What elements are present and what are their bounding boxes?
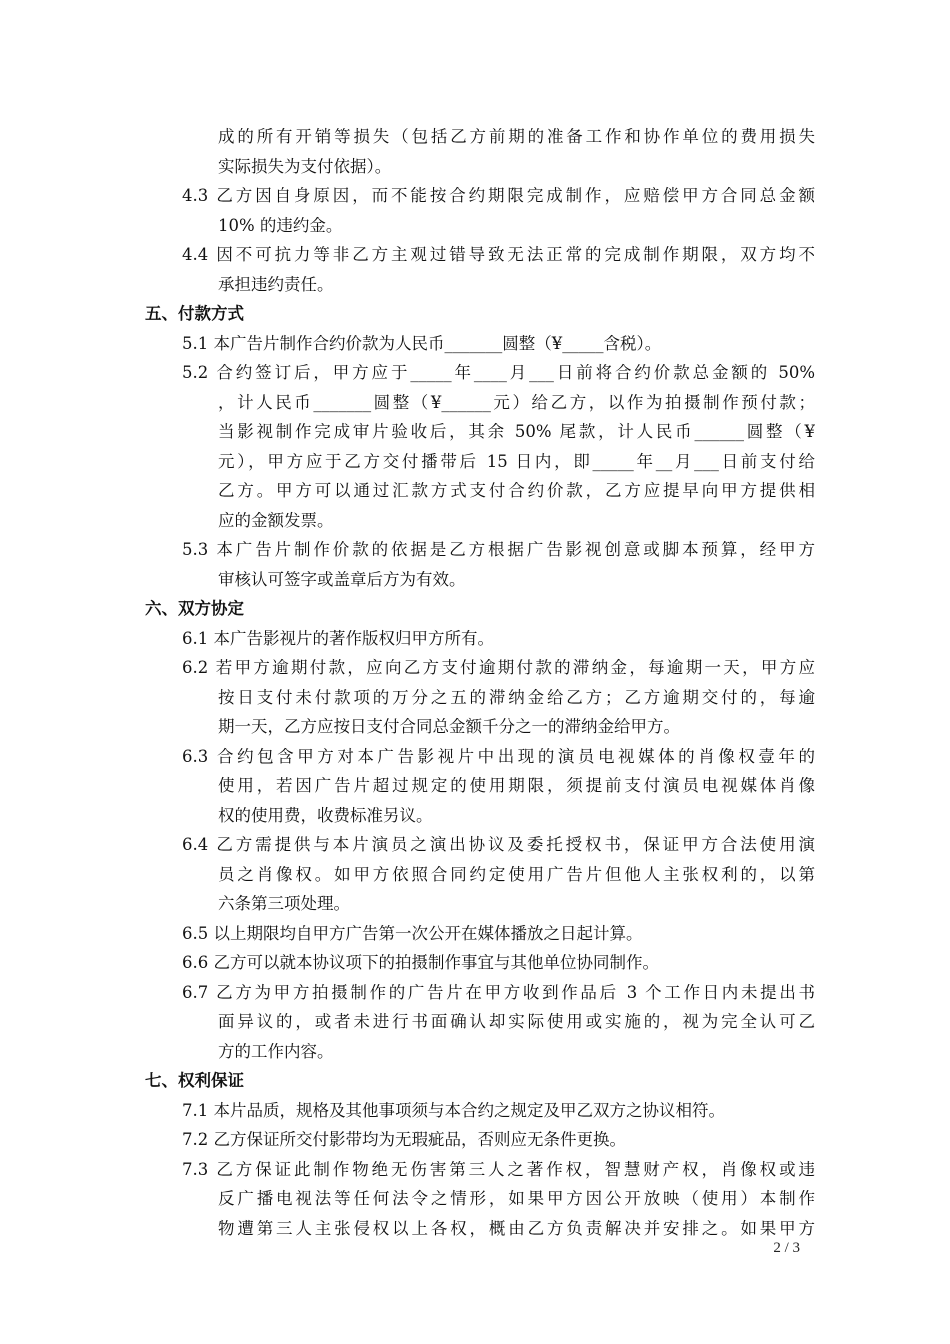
clause-line: 7.1 本片品质，规格及其他事项须与本合约之规定及甲乙双方之协议相符。: [182, 1100, 725, 1120]
clause-continuation-line: ，计人民币_______圆整（¥______元）给乙方，以作为拍摄制作预付款；: [218, 392, 815, 412]
clause-line: 6.3 合约包含甲方对本广告影视片中出现的演员电视媒体的肖像权壹年的: [182, 746, 815, 766]
clause-line: 6.7 乙方为甲方拍摄制作的广告片在甲方收到作品后 3 个工作日内未提出书: [182, 982, 815, 1002]
clause-continuation-line: 审核认可签字或盖章后方为有效。: [218, 569, 466, 589]
clause-line: 4.3 乙方因自身原因，而不能按合约期限完成制作，应赔偿甲方合同总金额: [182, 186, 815, 205]
clause-line: 6.2 若甲方逾期付款，应向乙方支付逾期付款的滞纳金，每逾期一天，甲方应: [182, 658, 815, 677]
clause-continuation-line: 按日支付未付款项的万分之五的滞纳金给乙方；乙方逾期交付的，每逾: [218, 687, 815, 707]
section-heading: 六、双方协定: [145, 599, 244, 618]
clause-continuation-line: 当影视制作完成审片验收后，其余 50% 尾款，计人民币______圆整（¥: [218, 422, 815, 441]
clause-continuation-line: 使用，若因广告片超过规定的使用期限，须提前支付演员电视媒体肖像: [218, 776, 815, 795]
clause-continuation-line: 员之肖像权。如甲方依照合同约定使用广告片但他人主张权利的，以第: [218, 864, 815, 884]
clause-line: 7.2 乙方保证所交付影带均为无瑕疵品，否则应无条件更换。: [182, 1130, 626, 1149]
clause-line: 4.4 因不可抗力等非乙方主观过错导致无法正常的完成制作期限，双方均不: [182, 245, 815, 264]
clause-continuation-line: 乙方。甲方可以通过汇款方式支付合约价款，乙方应提早向甲方提供相: [218, 481, 815, 500]
clause-line: 5.3 本广告片制作价款的依据是乙方根据广告影视创意或脚本预算，经甲方: [182, 540, 815, 559]
clause-line: 6.1 本广告影视片的著作版权归甲方所有。: [182, 628, 494, 648]
clause-continuation-line: 实际损失为支付依据）。: [218, 156, 392, 176]
clause-continuation-line: 承担违约责任。: [218, 274, 334, 294]
clause-line: 5.1 本广告片制作合约价款为人民币_______圆整（¥_____含税）。: [182, 333, 662, 353]
clause-line: 7.3 乙方保证此制作物绝无伤害第三人之著作权，智慧财产权，肖像权或违: [182, 1159, 815, 1179]
clause-continuation-line: 方的工作内容。: [218, 1041, 334, 1061]
clause-line: 6.6 乙方可以就本协议项下的拍摄制作事宜与其他单位协同制作。: [182, 953, 659, 972]
clause-continuation-line: 权的使用费，收费标准另议。: [218, 805, 433, 825]
document-body: [145, 122, 815, 1243]
clause-continuation-line: 10% 的违约金。: [218, 215, 343, 235]
clause-continuation-line: 物遭第三人主张侵权以上各权，概由乙方负责解决并安排之。如果甲方: [218, 1218, 815, 1238]
section-heading: 五、付款方式: [145, 304, 244, 323]
section-heading: 七、权利保证: [145, 1071, 244, 1090]
clause-continuation-line: 期一天，乙方应按日支付合同总金额千分之一的滞纳金给甲方。: [218, 717, 680, 736]
clause-continuation-line: 六条第三项处理。: [218, 894, 350, 913]
clause-continuation-line: 元），甲方应于乙方交付播带后 15 日内，即_____年__月___日前支付给: [218, 451, 815, 471]
clause-continuation-line: 应的金额发票。: [218, 510, 334, 530]
clause-continuation-line: 反广播电视法等任何法令之情形，如果甲方因公开放映（使用）本制作: [218, 1189, 815, 1208]
clause-line: 5.2 合约签订后，甲方应于_____年____月___日前将合约价款总金额的 50%: [182, 363, 815, 382]
clause-line: 6.4 乙方需提供与本片演员之演出协议及委托授权书，保证甲方合法使用演: [182, 835, 815, 854]
clause-continuation-line: 成的所有开销等损失（包括乙方前期的准备工作和协作单位的费用损失: [218, 127, 815, 146]
clause-line: 6.5 以上期限均自甲方广告第一次公开在媒体播放之日起计算。: [182, 923, 643, 943]
page-number: 2 / 3: [773, 1240, 800, 1256]
clause-continuation-line: 面异议的，或者未进行书面确认却实际使用或实施的，视为完全认可乙: [218, 1012, 815, 1031]
